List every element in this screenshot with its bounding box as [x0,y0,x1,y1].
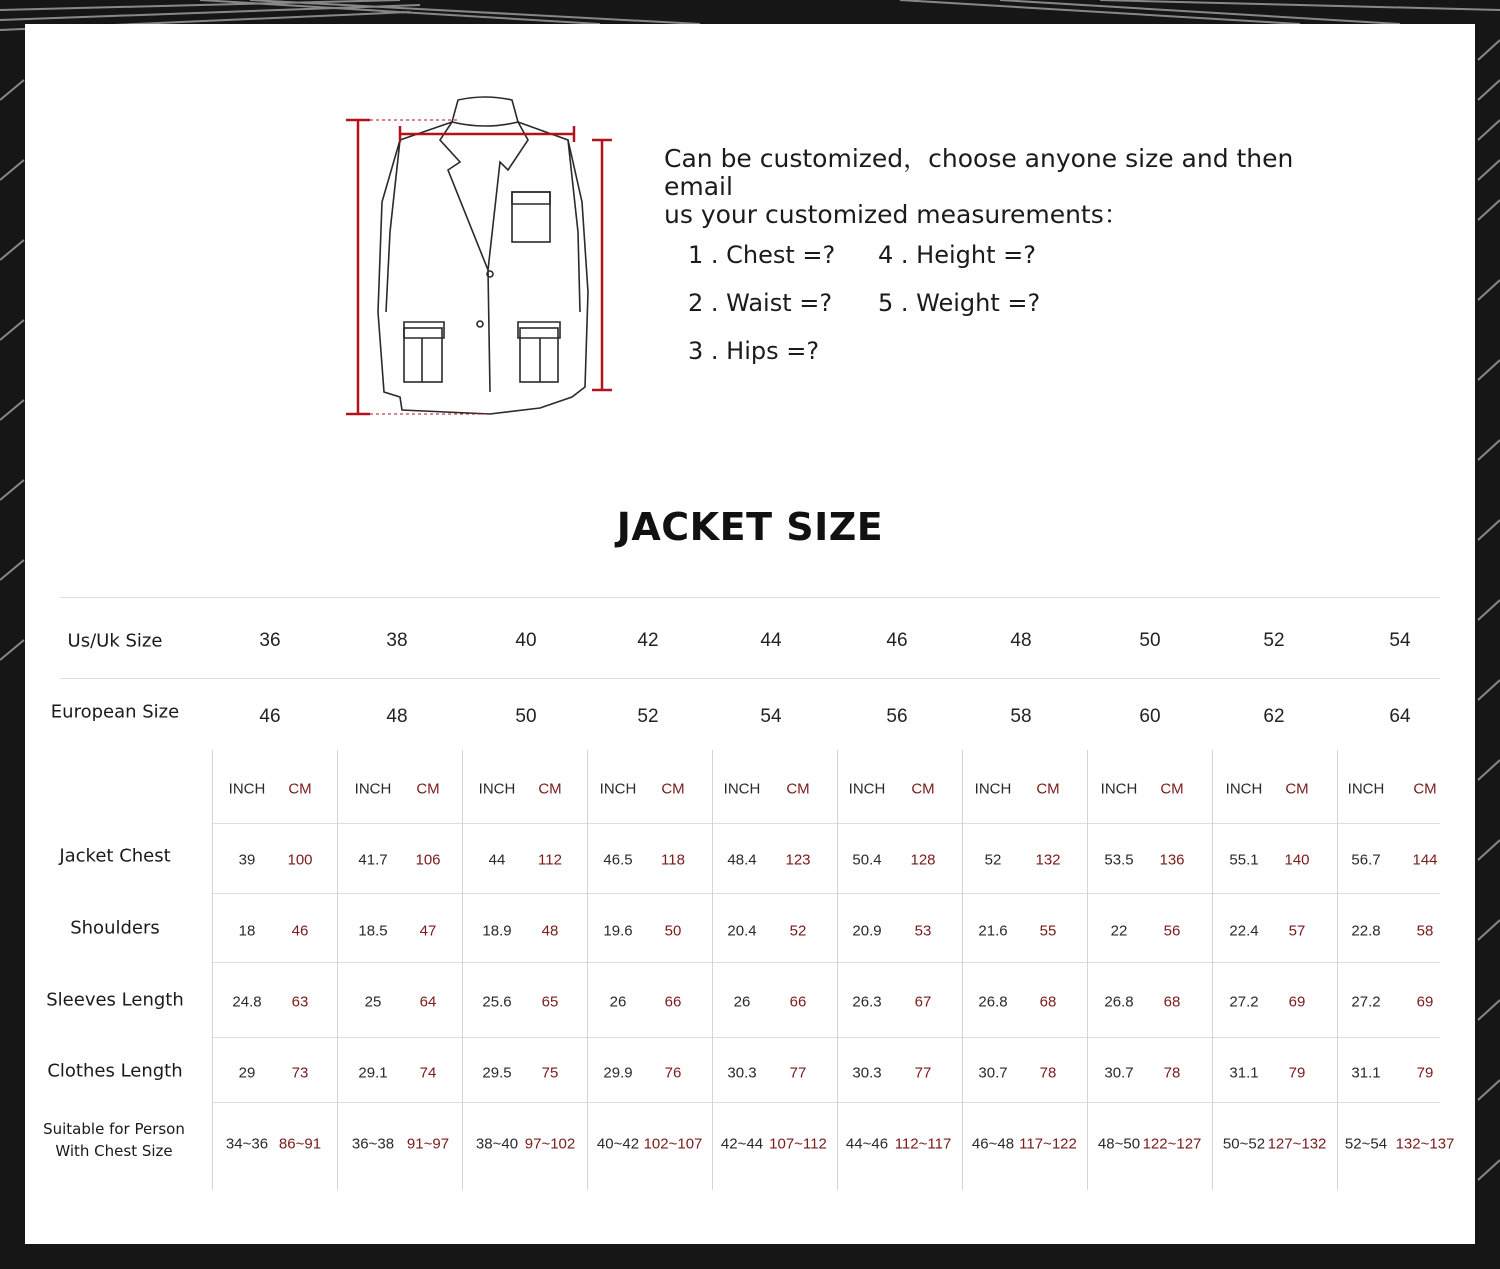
suitable-inch-value: 38~40 [475,1135,519,1153]
clothes-cm-value: 75 [541,1064,559,1082]
clothes-inch-value: 31.1 [1351,1064,1381,1082]
us-size-value: 50 [1139,630,1161,651]
us-size-value: 40 [515,630,537,651]
column-divider [212,750,213,1190]
measurement-weight: 5 . Weight =? [878,289,1041,317]
shoulders-cm-value: 46 [291,922,309,940]
us-size-value: 46 [886,630,908,651]
column-divider [712,750,713,1190]
european-size-value: 46 [259,706,281,727]
clothes-inch-value: 29 [238,1064,256,1082]
unit-cm-header: CM [1285,780,1309,798]
clothes-inch-value: 30.7 [1104,1064,1134,1082]
chest-inch-value: 52 [984,851,1002,869]
shoulders-cm-value: 52 [789,922,807,940]
european-size-value: 60 [1139,706,1161,727]
unit-cm-header: CM [661,780,685,798]
clothes-length-label: Clothes Length [47,1060,183,1082]
chest-inch-value: 53.5 [1104,851,1134,869]
sleeves-length-label: Sleeves Length [46,989,184,1011]
table-title: JACKET SIZE [616,505,884,549]
european-size-value: 48 [386,706,408,727]
unit-cm-header: CM [1160,780,1184,798]
sleeves-inch-value: 27.2 [1229,993,1259,1011]
chest-cm-value: 100 [287,851,313,869]
suitable-inch-value: 36~38 [351,1135,395,1153]
suitable-inch-value: 46~48 [971,1135,1015,1153]
column-divider [587,750,588,1190]
clothes-cm-value: 78 [1163,1064,1181,1082]
sleeves-cm-value: 66 [789,993,807,1011]
row-divider [212,1037,1440,1038]
unit-inch-header: INCH [848,780,886,798]
unit-cm-header: CM [786,780,810,798]
shoulders-inch-value: 21.6 [978,922,1008,940]
unit-cm-header: CM [416,780,440,798]
clothes-inch-value: 30.3 [852,1064,882,1082]
shoulders-cm-value: 53 [914,922,932,940]
chest-cm-value: 132 [1035,851,1061,869]
sleeves-inch-value: 26.8 [1104,993,1134,1011]
shoulders-inch-value: 18.9 [482,922,512,940]
row-divider [212,1102,1440,1103]
column-divider [1087,750,1088,1190]
suitable-cm-value: 117~122 [1019,1135,1077,1153]
row-divider [60,597,1440,598]
column-divider [962,750,963,1190]
shoulders-inch-value: 20.9 [852,922,882,940]
row-divider [212,823,1440,824]
row-divider [212,962,1440,963]
suitable-label-line-1: Suitable for Person [43,1120,185,1138]
suitable-chest-label [29,1118,199,1162]
shoulders-cm-value: 57 [1288,922,1306,940]
unit-inch-header: INCH [228,780,266,798]
suitable-cm-value: 102~107 [643,1135,703,1153]
suitable-label-line-2: With Chest Size [55,1142,173,1160]
us-size-value: 44 [760,630,782,651]
jacket-measurement-icon [340,92,620,422]
customization-intro [664,145,1324,229]
suitable-cm-value: 132~137 [1395,1135,1455,1153]
european-size-value: 58 [1010,706,1032,727]
unit-inch-header: INCH [599,780,637,798]
us-size-value: 52 [1263,630,1285,651]
chest-inch-value: 39 [238,851,256,869]
intro-line-2: us your customized measurements： [664,200,1129,229]
suitable-inch-value: 44~46 [845,1135,889,1153]
sleeves-cm-value: 69 [1416,993,1434,1011]
clothes-cm-value: 74 [419,1064,437,1082]
shoulders-cm-value: 48 [541,922,559,940]
chest-cm-value: 106 [415,851,441,869]
clothes-cm-value: 76 [664,1064,682,1082]
column-divider [1212,750,1213,1190]
suitable-cm-value: 127~132 [1267,1135,1327,1153]
shoulders-inch-value: 19.6 [603,922,633,940]
shoulders-cm-value: 56 [1163,922,1181,940]
clothes-inch-value: 29.9 [603,1064,633,1082]
european-size-value: 62 [1263,706,1285,727]
sleeves-inch-value: 27.2 [1351,993,1381,1011]
us-size-value: 54 [1389,630,1411,651]
suitable-inch-value: 42~44 [720,1135,764,1153]
shoulders-inch-value: 18 [238,922,256,940]
clothes-cm-value: 79 [1416,1064,1434,1082]
chest-cm-value: 140 [1284,851,1310,869]
suitable-inch-value: 40~42 [596,1135,640,1153]
shoulders-inch-value: 22 [1110,922,1128,940]
suitable-cm-value: 86~91 [278,1135,322,1153]
us-size-value: 48 [1010,630,1032,651]
european-size-value: 64 [1389,706,1411,727]
column-divider [1337,750,1338,1190]
chest-cm-value: 118 [661,851,685,869]
european-size-value: 50 [515,706,537,727]
chest-cm-value: 123 [785,851,811,869]
clothes-cm-value: 77 [914,1064,932,1082]
shoulders-label: Shoulders [70,917,160,939]
shoulders-inch-value: 18.5 [358,922,388,940]
clothes-cm-value: 78 [1039,1064,1057,1082]
chest-inch-value: 48.4 [727,851,757,869]
us-uk-size-label: Us/Uk Size [67,630,163,652]
chest-inch-value: 44 [488,851,506,869]
clothes-inch-value: 29.1 [358,1064,388,1082]
row-divider [60,678,1440,679]
jacket-chest-label: Jacket Chest [59,845,171,867]
unit-inch-header: INCH [723,780,761,798]
chest-inch-value: 56.7 [1351,851,1381,869]
suitable-cm-value: 122~127 [1142,1135,1202,1153]
us-size-value: 38 [386,630,408,651]
suitable-inch-value: 50~52 [1222,1135,1266,1153]
suitable-cm-value: 91~97 [406,1135,450,1153]
clothes-inch-value: 30.7 [978,1064,1008,1082]
suitable-cm-value: 112~117 [894,1135,952,1153]
chest-inch-value: 46.5 [603,851,633,869]
european-size-value: 52 [637,706,659,727]
suitable-inch-value: 34~36 [225,1135,269,1153]
unit-inch-header: INCH [354,780,392,798]
suitable-cm-value: 97~102 [524,1135,576,1153]
intro-line-1: Can be customized，choose anyone size and then email [664,144,1294,201]
sleeves-cm-value: 65 [541,993,559,1011]
measurement-waist: 2 . Waist =? [688,289,833,317]
sleeves-cm-value: 66 [664,993,682,1011]
column-divider [837,750,838,1190]
row-divider [212,893,1440,894]
unit-cm-header: CM [538,780,562,798]
unit-inch-header: INCH [1100,780,1138,798]
shoulders-inch-value: 20.4 [727,922,757,940]
measurement-height: 4 . Height =? [878,241,1036,269]
shoulders-cm-value: 58 [1416,922,1434,940]
sleeves-cm-value: 63 [291,993,309,1011]
suitable-inch-value: 48~50 [1097,1135,1141,1153]
unit-cm-header: CM [911,780,935,798]
clothes-inch-value: 31.1 [1229,1064,1259,1082]
shoulders-inch-value: 22.8 [1351,922,1381,940]
unit-inch-header: INCH [1225,780,1263,798]
column-divider [337,750,338,1190]
sleeves-inch-value: 25.6 [482,993,512,1011]
clothes-cm-value: 77 [789,1064,807,1082]
clothes-cm-value: 73 [291,1064,309,1082]
measurement-hips: 3 . Hips =? [688,337,820,365]
sleeves-cm-value: 68 [1163,993,1181,1011]
shoulders-cm-value: 47 [419,922,437,940]
us-size-value: 42 [637,630,659,651]
sleeves-cm-value: 67 [914,993,932,1011]
us-size-value: 36 [259,630,281,651]
chest-inch-value: 55.1 [1229,851,1259,869]
chest-cm-value: 144 [1412,851,1438,869]
chest-cm-value: 136 [1159,851,1185,869]
unit-cm-header: CM [1036,780,1060,798]
chest-cm-value: 128 [910,851,936,869]
european-size-value: 56 [886,706,908,727]
clothes-inch-value: 30.3 [727,1064,757,1082]
column-divider [462,750,463,1190]
sleeves-inch-value: 26.8 [978,993,1008,1011]
unit-inch-header: INCH [1347,780,1385,798]
shoulders-cm-value: 50 [664,922,682,940]
unit-inch-header: INCH [478,780,516,798]
chest-cm-value: 112 [538,851,562,869]
sleeves-inch-value: 26 [733,993,751,1011]
measurement-chest: 1 . Chest =? [688,241,836,269]
sleeves-inch-value: 26 [609,993,627,1011]
suitable-inch-value: 52~54 [1344,1135,1388,1153]
sleeves-inch-value: 25 [364,993,382,1011]
sleeves-cm-value: 64 [419,993,437,1011]
chest-inch-value: 50.4 [852,851,882,869]
sleeves-inch-value: 26.3 [852,993,882,1011]
european-size-value: 54 [760,706,782,727]
sleeves-cm-value: 69 [1288,993,1306,1011]
unit-cm-header: CM [1413,780,1437,798]
sleeves-inch-value: 24.8 [232,993,262,1011]
sleeves-cm-value: 68 [1039,993,1057,1011]
european-size-label: European Size [50,701,180,723]
suitable-cm-value: 107~112 [769,1135,827,1153]
chest-inch-value: 41.7 [358,851,388,869]
clothes-inch-value: 29.5 [482,1064,512,1082]
unit-cm-header: CM [288,780,312,798]
unit-inch-header: INCH [974,780,1012,798]
shoulders-inch-value: 22.4 [1229,922,1259,940]
shoulders-cm-value: 55 [1039,922,1057,940]
clothes-cm-value: 79 [1288,1064,1306,1082]
